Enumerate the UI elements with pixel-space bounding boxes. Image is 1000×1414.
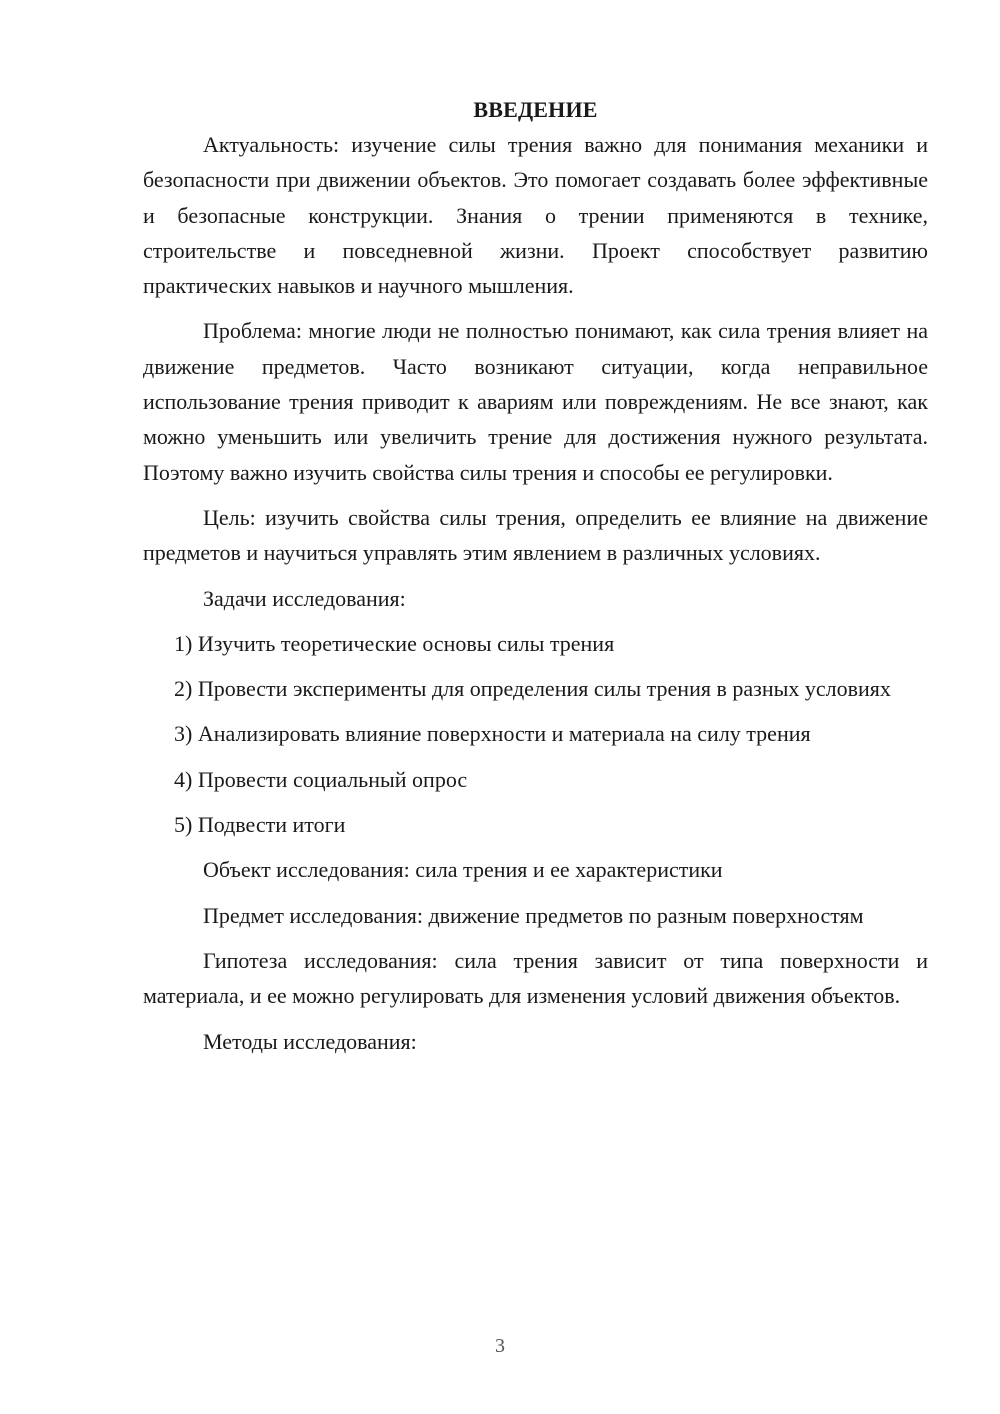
paragraph-goal: Цель: изучить свойства силы трения, определить ее влияние на движение предметов и научиться управлять этим явлением в различных условиях. [143, 504, 928, 566]
task-item-2: 2) Провести эксперименты для определения силы трения в разных условиях [174, 676, 891, 702]
paragraph-relevance: Актуальность: изучение силы трения важно для понимания механики и безопасности при движении объектов. Это помогает создавать более эффективные и безопасные конструкции. Знания о трении применяются в технике, строительстве и повседневной жизни. Проект способствует развитию практических навыков и научного мышления. [143, 132, 928, 299]
page-title: ВВЕДЕНИЕ [473, 97, 598, 122]
methods-heading: Методы исследования: [203, 1028, 417, 1054]
task-item-5: 5) Подвести итоги [174, 812, 346, 838]
paragraph-problem: Проблема: многие люди не полностью понимают, как сила трения влияет на движение предметов. Часто возникают ситуации, когда неправильное использование трения приводит к авариям или повреждениям. Не все знают, как можно уменьшить или увеличить трение для достижения нужного результата. Поэтому важно изучить свойства силы трения и способы ее регулировки. [143, 318, 928, 485]
page-number: 3 [495, 1335, 505, 1357]
paragraph-object: Объект исследования: сила трения и ее характеристики [203, 857, 723, 883]
task-item-1: 1) Изучить теоретические основы силы трения [174, 630, 615, 656]
paragraph-hypothesis: Гипотеза исследования: сила трения зависит от типа поверхности и материала, и ее можно регулировать для изменения условий движения объектов. [143, 947, 928, 1009]
paragraph-subject: Предмет исследования: движение предметов по разным поверхностям [203, 902, 864, 928]
page-content [143, 92, 928, 1069]
tasks-heading: Задачи исследования: [203, 585, 406, 611]
task-item-4: 4) Провести социальный опрос [174, 766, 468, 792]
task-item-3: 3) Анализировать влияние поверхности и материала на силу трения [174, 721, 811, 747]
